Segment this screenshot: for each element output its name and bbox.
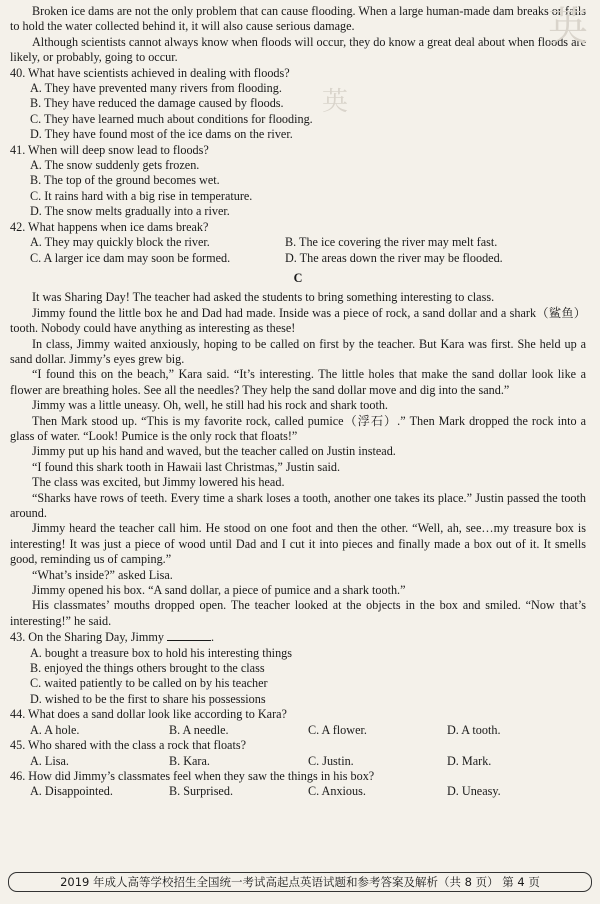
- option-d: D. Mark.: [447, 753, 492, 768]
- passage-paragraph: “What’s inside?” asked Lisa.: [32, 567, 173, 582]
- passage-paragraph: It was Sharing Day! The teacher had asked the students to bring something interesting to class.: [32, 290, 495, 305]
- passage-paragraph: Jimmy put up his hand and waved, but the teacher called on Justin instead.: [32, 444, 396, 459]
- passage-paragraph: Jimmy was a little uneasy. Oh, well, he still had his rock and shark tooth.: [32, 398, 388, 413]
- passage-paragraph: Broken ice dams are not the only problem that can cause flooding. When a large human-made dam breaks or fails to hold the water collected behind it, it will also cause serious damage.: [10, 4, 586, 34]
- bleed-through-mark: 英: [548, 4, 588, 50]
- option-b: B. The ice covering the river may melt fast.: [285, 235, 498, 250]
- option-a: A. They have prevented many rivers from flooding.: [30, 81, 282, 96]
- option-c: C. It rains hard with a big rise in temperature.: [30, 188, 253, 203]
- question-stem: [10, 629, 586, 645]
- question-stem: 41. When will deep snow lead to floods?: [10, 142, 209, 157]
- option-d: D. They have found most of the ice dams on the river.: [30, 127, 293, 142]
- option-c: C. A flower.: [308, 722, 367, 737]
- question-43: [10, 629, 586, 707]
- passage-paragraph: Jimmy found the little box he and Dad had made. Inside was a piece of rock, a sand dollar and a shark（鲨鱼）tooth. Nobody could have anything as interesting as these!: [10, 305, 586, 336]
- option-c: C. They have learned much about conditions for flooding.: [30, 111, 313, 126]
- passage-paragraph: Although scientists cannot always know when floods will occur, they do know a great deal about when floods are likely, or probably, going to occur.: [10, 34, 586, 65]
- option-b: B. The top of the ground becomes wet.: [30, 173, 220, 188]
- option-b: B. They have reduced the damage caused by floods.: [30, 96, 284, 111]
- question-stem: 45. Who shared with the class a rock that floats?: [10, 738, 247, 753]
- option-d: D. wished to be the first to share his possessions: [30, 691, 266, 706]
- option-d: D. The areas down the river may be flooded.: [285, 250, 503, 265]
- question-stem-text: 43. On the Sharing Day, Jimmy: [10, 630, 164, 645]
- options-row: [30, 754, 586, 769]
- option-c: C. A larger ice dam may soon be formed.: [30, 250, 231, 265]
- option-c: C. waited patiently to be called on by his teacher: [30, 676, 268, 691]
- passage-paragraph: The class was excited, but Jimmy lowered his head.: [32, 475, 285, 490]
- passage-paragraph: “I found this shark tooth in Hawaii last Christmas,” Justin said.: [32, 459, 341, 474]
- option-b: B. Kara.: [169, 753, 210, 768]
- option-b: B. A needle.: [169, 722, 229, 737]
- options-row: [30, 251, 586, 266]
- option-a: A. bought a treasure box to hold his interesting things: [30, 645, 292, 660]
- options-row: [30, 784, 586, 799]
- bleed-through-mark: 英: [322, 87, 349, 117]
- question-stem: 44. What does a sand dollar look like according to Kara?: [10, 707, 287, 722]
- passage-paragraph: “I found this on the beach,” Kara said. “It’s interesting. The little holes that make the sand dollar look like a flower are breathing holes. See all the needles? They help the sand dollar move and dig into the sand.”: [10, 367, 586, 397]
- option-c: C. Justin.: [308, 753, 354, 768]
- option-c: C. Anxious.: [308, 784, 366, 799]
- options-row: [30, 235, 586, 250]
- option-a: A. They may quickly block the river.: [30, 235, 210, 250]
- answer-blank: [167, 629, 211, 641]
- option-a: A. The snow suddenly gets frozen.: [30, 158, 200, 173]
- passage-paragraph: Then Mark stood up. “This is my favorite rock, called pumice（浮石）.” Then Mark dropped the rock into a glass of water. “Look! Pumice is the only rock that floats!”: [10, 413, 586, 443]
- option-b: B. enjoyed the things others brought to the class: [30, 661, 265, 676]
- question-stem: 42. What happens when ice dams break?: [10, 219, 209, 234]
- passage-paragraph: Jimmy opened his box. “A sand dollar, a piece of pumice and a shark tooth.”: [32, 583, 406, 598]
- passage-paragraph: His classmates’ mouths dropped open. The teacher looked at the objects in the box and smiled. “Now that’s interesting!” he said.: [10, 598, 586, 628]
- question-40: [10, 66, 586, 143]
- question-46: [10, 769, 586, 800]
- question-44: [10, 707, 586, 738]
- option-b: B. Surprised.: [169, 784, 233, 799]
- page-footer: 2019 年成人高等学校招生全国统一考试高起点英语试题和参考答案及解析（共 8 页） 第 4 页: [8, 872, 592, 892]
- passage-paragraph: In class, Jimmy waited anxiously, hoping to be called on first by the teacher. But Kara was first. She held up a sand dollar. Jimmy’s eyes grew big.: [10, 336, 586, 366]
- question-stem: 46. How did Jimmy’s classmates feel when they saw the things in his box?: [10, 768, 375, 783]
- question-42: [10, 220, 586, 266]
- question-stem-end: .: [210, 630, 215, 645]
- question-45: [10, 738, 586, 769]
- section-heading: C: [293, 270, 303, 285]
- option-d: D. A tooth.: [447, 722, 501, 737]
- option-a: A. Disappointed.: [30, 784, 113, 799]
- option-d: D. Uneasy.: [447, 784, 501, 799]
- option-a: A. A hole.: [30, 722, 80, 737]
- passage-paragraph: Jimmy heard the teacher call him. He stood on one foot and then the other. “Well, ah, see…my treasure box is interesting! It was just a piece of wood until Dad and I cut it into pieces and finally made a box out of it. It smells good, reminding us of camping.”: [10, 521, 586, 567]
- options-row: [30, 723, 586, 738]
- option-d: D. The snow melts gradually into a river.: [30, 204, 230, 219]
- question-41: [10, 143, 586, 220]
- passage-c: [10, 290, 586, 629]
- option-a: A. Lisa.: [30, 753, 69, 768]
- passage-paragraph: “Sharks have rows of teeth. Every time a shark loses a tooth, another one takes its place.” Justin passed the tooth around.: [10, 490, 586, 520]
- question-stem: 40. What have scientists achieved in dealing with floods?: [10, 65, 290, 80]
